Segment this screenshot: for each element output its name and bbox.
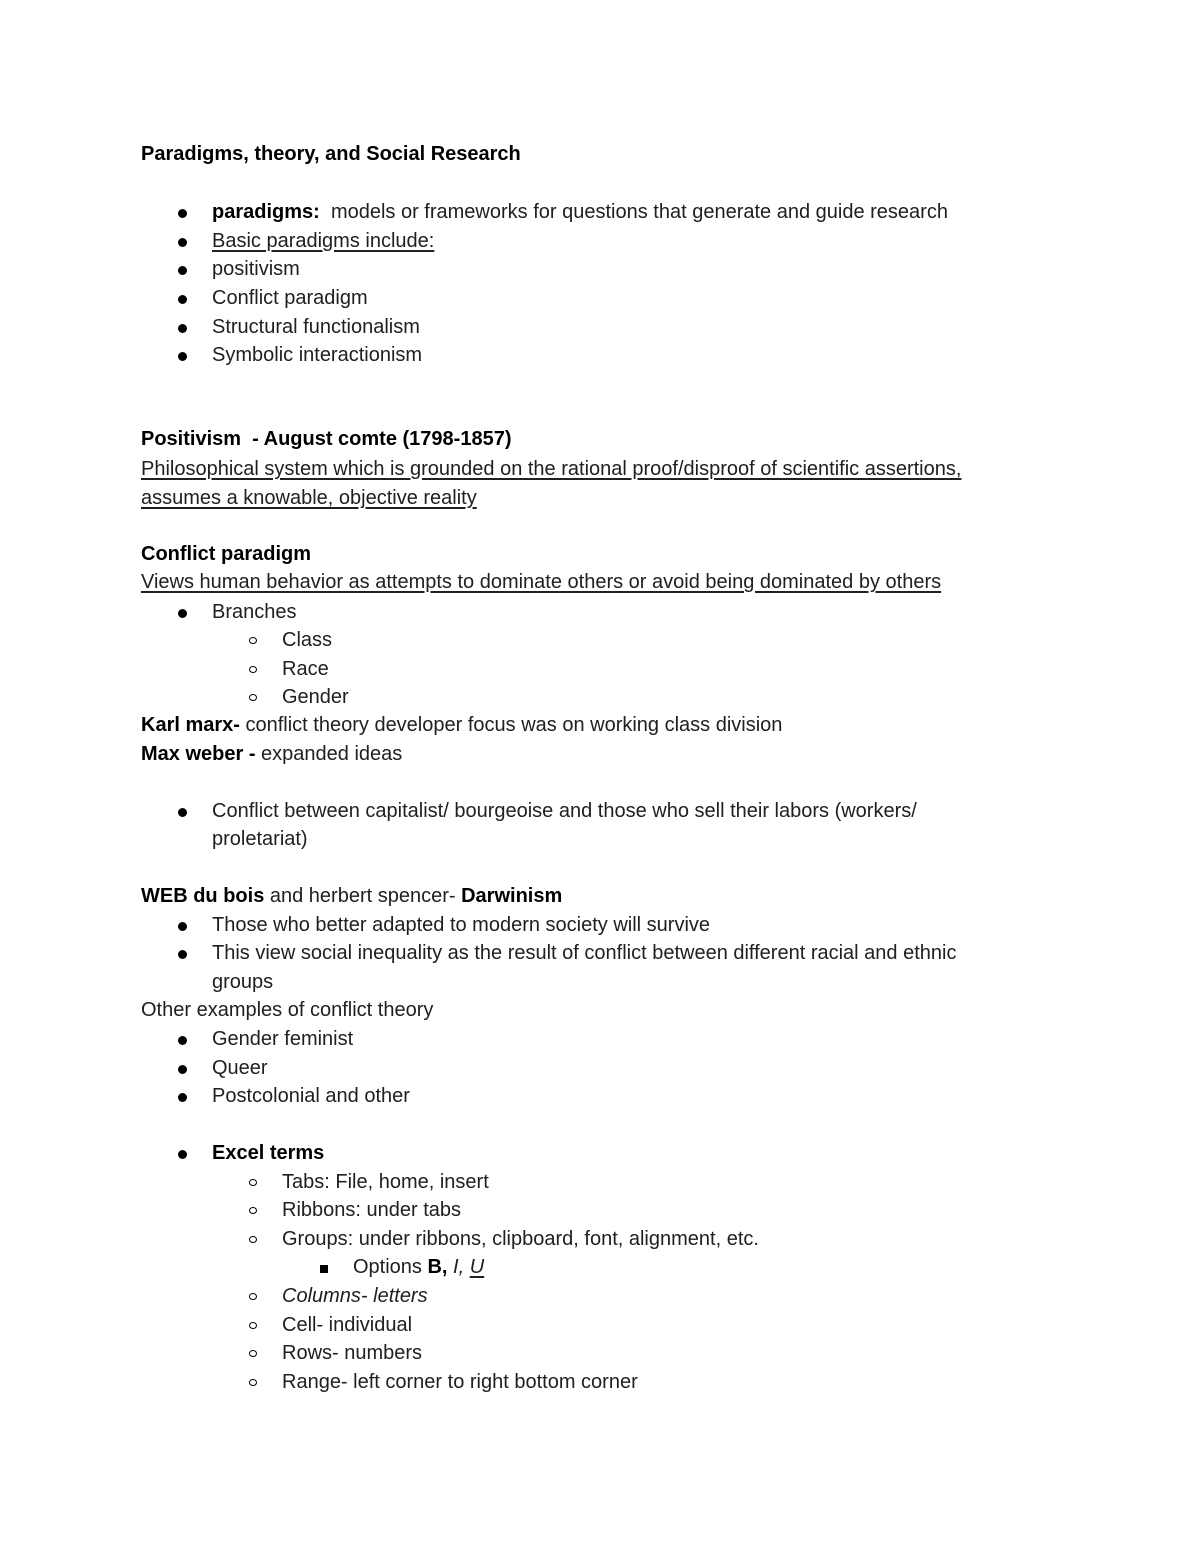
branch-item: Gender <box>282 686 349 708</box>
marx-line <box>141 713 782 737</box>
list-item: Conflict paradigm <box>212 287 368 309</box>
list-item: Symbolic interactionism <box>212 344 423 366</box>
conflict-heading: Conflict paradigm <box>141 543 312 565</box>
positivism-heading: Positivism - August comte (1798-1857) <box>141 428 512 450</box>
circle-bullet-icon <box>249 666 257 673</box>
options-line <box>353 1255 484 1279</box>
list-item: Those who better adapted to modern society will survive <box>212 914 711 936</box>
positivism-description-line1: Philosophical system which is grounded on the rational proof/disproof of scientific assertions, <box>141 458 962 480</box>
bullet-icon <box>178 1065 187 1074</box>
circle-bullet-icon <box>249 1350 257 1357</box>
list-item: positivism <box>212 258 300 280</box>
circle-bullet-icon <box>249 1293 257 1300</box>
circle-bullet-icon <box>249 1207 257 1214</box>
list-item: Postcolonial and other <box>212 1085 410 1107</box>
list-item <box>212 200 948 224</box>
list-item: Structural functionalism <box>212 316 420 338</box>
circle-bullet-icon <box>249 1322 257 1329</box>
bullet-icon <box>178 1150 187 1159</box>
options-italic: I, <box>453 1256 465 1278</box>
options-label: Options <box>353 1256 428 1278</box>
branch-item: Class <box>282 629 333 651</box>
options-underline: U <box>469 1256 485 1278</box>
document-title: Paradigms, theory, and Social Research <box>141 143 521 165</box>
weber-name: Max weber - <box>141 743 256 765</box>
excel-item: Range- left corner to right bottom corner <box>282 1371 638 1393</box>
bullet-icon <box>178 609 187 618</box>
circle-bullet-icon <box>249 1379 257 1386</box>
paradigms-definition: models or frameworks for questions that generate and guide research <box>330 201 948 223</box>
bullet-icon <box>178 1036 187 1045</box>
weber-text: expanded ideas <box>255 743 403 765</box>
excel-columns: Columns- letters <box>282 1285 428 1307</box>
bullet-icon <box>178 922 187 931</box>
bullet-icon <box>178 950 187 959</box>
bullet-icon <box>178 1093 187 1102</box>
bullet-icon <box>178 266 187 275</box>
circle-bullet-icon <box>249 1179 257 1186</box>
bullet-icon <box>178 352 187 361</box>
list-item: This view social inequality as the result of conflict between different racial and ethnic <box>212 942 957 964</box>
excel-item: Rows- numbers <box>282 1342 423 1364</box>
options-bold: B, <box>427 1256 448 1278</box>
branch-item: Race <box>282 658 329 680</box>
bullet-icon <box>178 324 187 333</box>
excel-item: Tabs: File, home, insert <box>282 1171 489 1193</box>
du-bois-name: WEB du bois <box>141 885 265 907</box>
circle-bullet-icon <box>249 637 257 644</box>
other-examples-heading: Other examples of conflict theory <box>141 999 434 1021</box>
weber-line <box>141 742 402 766</box>
excel-item: Ribbons: under tabs <box>282 1199 462 1221</box>
marx-name: Karl marx- <box>141 714 240 736</box>
bullet-icon <box>178 295 187 304</box>
darwinism-heading <box>141 884 562 908</box>
excel-item: Groups: under ribbons, clipboard, font, alignment, etc. <box>282 1228 759 1250</box>
capitalist-line1: Conflict between capitalist/ bourgeoise and those who sell their labors (workers/ <box>212 800 917 822</box>
list-item: Queer <box>212 1057 268 1079</box>
square-bullet-icon <box>320 1265 328 1273</box>
paradigms-term: paradigms: <box>212 201 320 223</box>
circle-bullet-icon <box>249 1236 257 1243</box>
excel-heading: Excel terms <box>212 1142 325 1164</box>
conflict-description: Views human behavior as attempts to dominate others or avoid being dominated by others <box>141 571 942 593</box>
darwinism-term: Darwinism <box>461 885 563 907</box>
bullet-icon <box>178 238 187 247</box>
basic-paradigms-heading: Basic paradigms include: <box>212 230 435 252</box>
darwinism-middle: and herbert spencer- <box>264 885 462 907</box>
bullet-icon <box>178 209 187 218</box>
list-item-continuation: groups <box>212 971 274 993</box>
capitalist-line2: proletariat) <box>212 828 308 850</box>
branches-label: Branches <box>212 601 297 623</box>
bullet-icon <box>178 808 187 817</box>
marx-text: conflict theory developer focus was on working class division <box>239 714 783 736</box>
excel-item: Cell- individual <box>282 1314 413 1336</box>
positivism-description-line2: assumes a knowable, objective reality <box>141 487 477 509</box>
list-item: Gender feminist <box>212 1028 354 1050</box>
circle-bullet-icon <box>249 694 257 701</box>
